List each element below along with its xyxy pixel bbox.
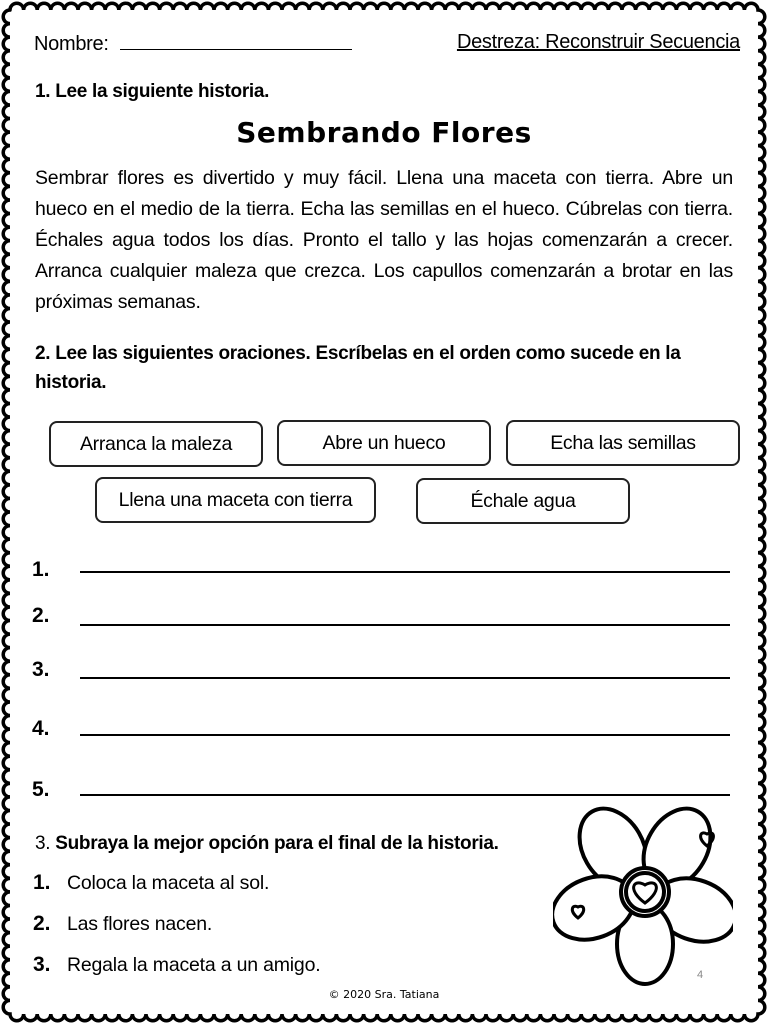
name-blank-line[interactable] bbox=[120, 31, 352, 50]
line-number: 1. bbox=[32, 558, 50, 581]
answer-line-1[interactable] bbox=[80, 571, 730, 573]
story-title: Sembrando Flores bbox=[236, 116, 532, 149]
line-number: 3. bbox=[32, 658, 50, 681]
name-label: Nombre: bbox=[34, 33, 109, 55]
story-text: Sembrar flores es divertido y muy fácil. Llena una maceta con tierra. Abre un hueco en el medio de la tierra. Echa las semillas en el hueco. Cúbrelas con tierra. Échales agua todos los días. Pronto el tallo y las hojas comenzarán a crecer. Arranca cualquier maleza que crezca. Los capullos comenzarán a brotar en las próximas semanas. bbox=[35, 167, 733, 313]
option-number: 2. bbox=[33, 912, 51, 935]
section1-instruction: 1. Lee la siguiente historia. bbox=[35, 81, 270, 102]
section3-instruction bbox=[35, 833, 499, 855]
line-number: 5. bbox=[32, 778, 50, 801]
sentence-box: Échale agua bbox=[416, 478, 630, 524]
sentence-box: Abre un hueco bbox=[277, 420, 491, 466]
copyright: © 2020 Sra. Tatiana bbox=[328, 988, 440, 1001]
name-field[interactable] bbox=[34, 31, 352, 56]
option-number: 1. bbox=[33, 871, 51, 894]
flower-illustration bbox=[553, 806, 733, 988]
section3-number: 3. bbox=[35, 833, 51, 854]
page-number: 4 bbox=[697, 969, 704, 981]
option-1[interactable] bbox=[33, 871, 269, 895]
section3-text: Subraya la mejor opción para el final de la historia. bbox=[55, 833, 499, 854]
option-text: Las flores nacen. bbox=[66, 913, 213, 935]
option-2[interactable] bbox=[33, 912, 212, 936]
option-text: Coloca la maceta al sol. bbox=[66, 872, 270, 894]
answer-line-3[interactable] bbox=[80, 677, 730, 679]
skill-label: Destreza: Reconstruir Secuencia bbox=[456, 31, 740, 53]
line-number: 4. bbox=[32, 717, 50, 740]
section2-instruction: 2. Lee las siguientes oraciones. Escríbelas en el orden como sucede en la historia. bbox=[35, 343, 681, 393]
option-text: Regala la maceta a un amigo. bbox=[66, 954, 321, 976]
sentence-box: Llena una maceta con tierra bbox=[95, 477, 376, 523]
line-number: 2. bbox=[32, 604, 50, 627]
option-number: 3. bbox=[33, 953, 51, 976]
sentence-box: Arranca la maleza bbox=[49, 421, 263, 467]
answer-line-2[interactable] bbox=[80, 624, 730, 626]
answer-line-4[interactable] bbox=[80, 734, 730, 736]
sentence-box: Echa las semillas bbox=[506, 420, 740, 466]
option-3[interactable] bbox=[33, 953, 320, 977]
answer-line-5[interactable] bbox=[80, 794, 730, 796]
